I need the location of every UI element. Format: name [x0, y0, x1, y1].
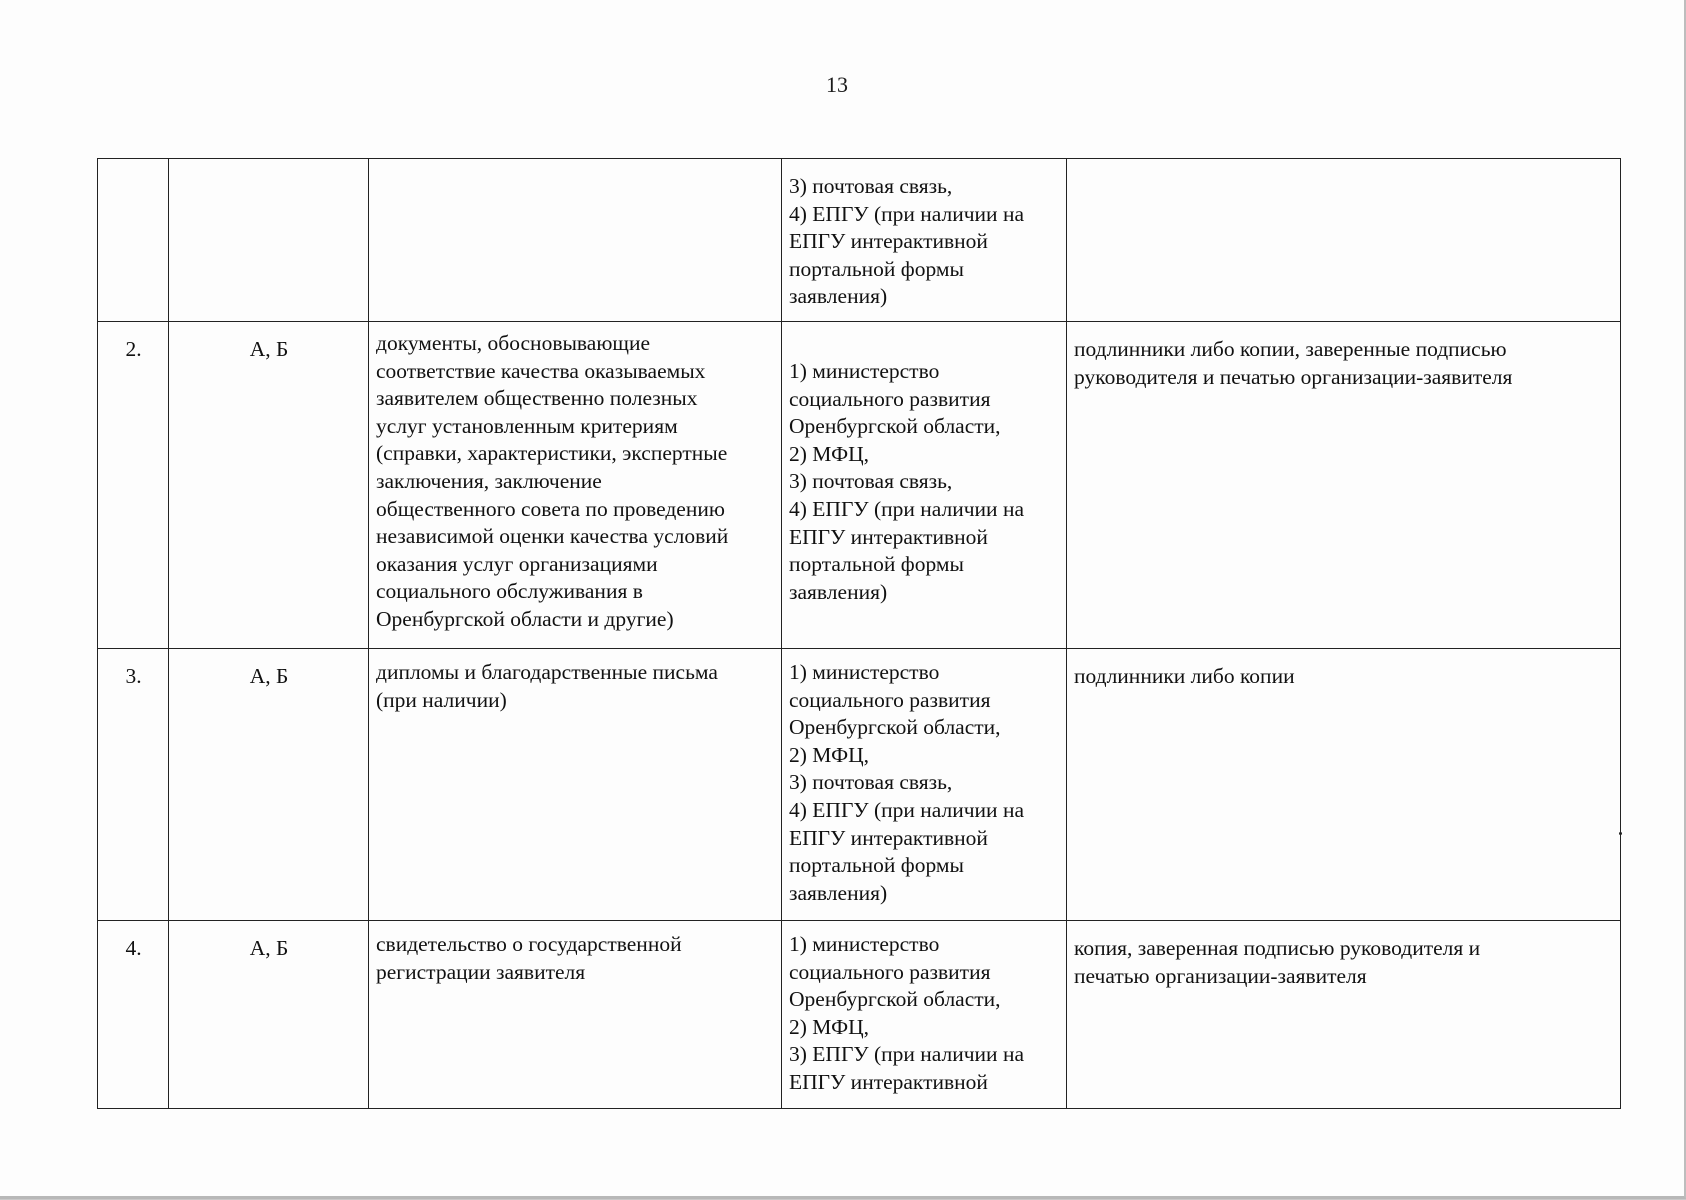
document-cell — [369, 649, 782, 921]
channel-line: социального развития — [789, 386, 991, 411]
channel-line: Оренбургской области, — [789, 414, 1001, 439]
requirement-cell — [1067, 649, 1621, 921]
channel-line: заявления) — [789, 579, 888, 604]
channel-line: портальной формы — [789, 552, 964, 577]
channel-line: 3) почтовая связь, — [789, 174, 953, 198]
document-cell — [369, 159, 782, 322]
row-number-cell: 3. — [98, 649, 169, 921]
channel-line: 3) почтовая связь, — [789, 469, 953, 494]
channel-line: 1) министерство — [789, 359, 940, 383]
document-line: Оренбургской области и другие) — [376, 606, 674, 631]
channels-cell — [782, 649, 1067, 921]
channel-line: ЕПГУ интерактивной — [789, 825, 988, 850]
document-line: дипломы и благодарственные письма — [376, 660, 718, 684]
channel-line: 4) ЕПГУ (при наличии на — [789, 797, 1024, 822]
channel-line: 3) ЕПГУ (при наличии на — [789, 1042, 1024, 1067]
channel-line: 3) почтовая связь, — [789, 770, 953, 795]
table-row — [98, 649, 1621, 921]
table-row — [98, 322, 1621, 649]
requirement-cell — [1067, 921, 1621, 1109]
channels-cell — [782, 322, 1067, 649]
category-cell: А, Б — [169, 322, 369, 649]
document-line: общественного совета по проведению — [376, 496, 725, 521]
channel-line: 4) ЕПГУ (при наличии на — [789, 201, 1024, 226]
document-line: заключения, заключение — [376, 468, 602, 493]
channel-line: 2) МФЦ, — [789, 1014, 870, 1039]
requirement-cell — [1067, 159, 1621, 322]
channel-line: ЕПГУ интерактивной — [789, 524, 988, 549]
category-cell: А, Б — [169, 921, 369, 1109]
requirement-cell — [1067, 322, 1621, 649]
row-number-cell — [98, 159, 169, 322]
category-cell — [169, 159, 369, 322]
document-cell — [369, 921, 782, 1109]
category-cell: А, Б — [169, 649, 369, 921]
channel-line: заявления) — [789, 284, 888, 309]
document-line: независимой оценки качества условий — [376, 524, 729, 549]
scan-speck — [1619, 832, 1622, 835]
document-line: регистрации заявителя — [376, 959, 586, 984]
documents-table — [97, 158, 1621, 1109]
channel-line: 1) министерство — [789, 932, 940, 956]
document-line: заявителем общественно полезных — [376, 386, 698, 411]
channel-line: Оренбургской области, — [789, 987, 1001, 1012]
requirement-line: копия, заверенная подписью руководителя и — [1074, 936, 1481, 960]
channel-line: заявления) — [789, 880, 888, 905]
channel-line: 4) ЕПГУ (при наличии на — [789, 496, 1024, 521]
document-line: (при наличии) — [376, 687, 507, 712]
channel-line: социального развития — [789, 959, 991, 984]
requirement-line: печатью организации-заявителя — [1074, 963, 1367, 988]
document-line: (справки, характеристики, экспертные — [376, 441, 728, 466]
requirement-line: подлинники либо копии — [1074, 664, 1295, 688]
document-line: соответствие качества оказываемых — [376, 358, 706, 383]
channel-line: 2) МФЦ, — [789, 742, 870, 767]
channels-cell — [782, 159, 1067, 322]
document-line: документы, обосновывающие — [376, 331, 650, 355]
page-number: 13 — [826, 72, 848, 97]
channel-line: социального развития — [789, 687, 991, 712]
document-line: услуг установленным критериям — [376, 413, 678, 438]
document-line: социального обслуживания в — [376, 579, 643, 604]
table-row — [98, 921, 1621, 1109]
document-line: оказания услуг организациями — [376, 551, 658, 576]
channels-cell — [782, 921, 1067, 1109]
requirement-line: руководителя и печатью организации-заявителя — [1074, 364, 1513, 389]
channel-line: Оренбургской области, — [789, 715, 1001, 740]
channel-line: ЕПГУ интерактивной — [789, 229, 988, 254]
row-number-cell: 2. — [98, 322, 169, 649]
channel-line: 1) министерство — [789, 660, 940, 684]
row-number-cell: 4. — [98, 921, 169, 1109]
channel-line: портальной формы — [789, 256, 964, 281]
table-row — [98, 159, 1621, 322]
requirement-line: подлинники либо копии, заверенные подписью — [1074, 337, 1507, 361]
channel-line: ЕПГУ интерактивной — [789, 1069, 988, 1094]
document-line: свидетельство о государственной — [376, 932, 682, 956]
document-cell — [369, 322, 782, 649]
channel-line: 2) МФЦ, — [789, 441, 870, 466]
channel-line: портальной формы — [789, 853, 964, 878]
